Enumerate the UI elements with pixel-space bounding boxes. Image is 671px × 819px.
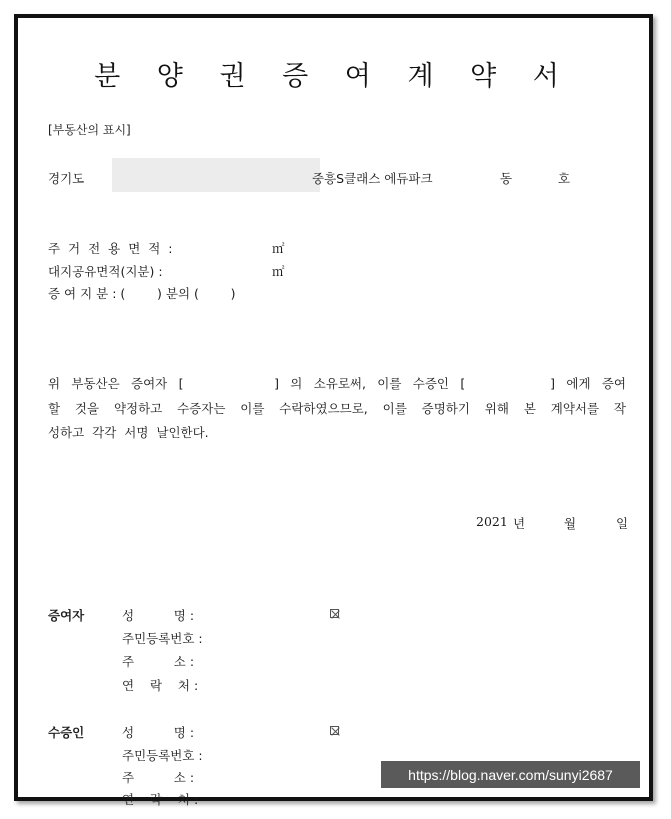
document-page: [14, 14, 653, 807]
land-share-area-unit: ㎡: [272, 264, 285, 279]
recipient-label: 수증인: [48, 725, 85, 740]
recipient-seal-box-icon: [330, 726, 339, 735]
date-year: 2021: [476, 514, 508, 529]
date-day-label: 일: [616, 516, 629, 531]
recipient-address-label: 주 소 :: [122, 770, 195, 785]
address-ho: 호: [558, 171, 571, 186]
contract-body-line-2: 할 것을 약정하고 수증자는 이를 수락하였으므로, 이를 증명하기 위해 본 계약서를 작: [48, 401, 626, 416]
donor-name-label: 성 명 :: [122, 608, 195, 623]
donor-address-label: 주 소 :: [122, 654, 195, 669]
address-building: 중흥S클래스 에듀파크: [312, 171, 433, 186]
exclusive-area-unit: ㎡: [272, 241, 285, 256]
land-share-area-label: 대지공유면적(지분) :: [48, 264, 163, 279]
date-year-label: 년: [513, 516, 526, 531]
donor-label: 증여자: [48, 608, 85, 623]
date-month-label: 월: [564, 516, 577, 531]
section-label: [부동산의 표시]: [48, 123, 131, 137]
donor-contact-label: 연 락 처 :: [122, 678, 199, 693]
donor-id-label: 주민등록번호 :: [122, 631, 203, 646]
redacted-address-block: [112, 158, 320, 192]
recipient-id-label: 주민등록번호 :: [122, 748, 203, 763]
contract-body-line-1: 위 부동산은 증여자 [ ] 의 소유로써, 이를 수증인 [ ] 에게 증여: [48, 376, 626, 391]
blog-watermark: https://blog.naver.com/sunyi2687: [381, 761, 640, 788]
address-dong: 동: [500, 171, 513, 186]
address-province: 경기도: [48, 171, 85, 186]
document-title: 분 양 권 증 여 계 약 서: [94, 61, 573, 92]
recipient-name-label: 성 명 :: [122, 725, 195, 740]
donation-share-label: 증 여 지 분 : ( ) 분의 ( ): [48, 286, 236, 301]
contract-body-line-3: 성하고 각각 서명 날인한다.: [48, 425, 209, 440]
exclusive-area-label: 주 거 전 용 면 적 :: [48, 241, 175, 256]
recipient-contact-label: 연 락 처 :: [122, 792, 199, 807]
donor-seal-box-icon: [330, 609, 339, 618]
